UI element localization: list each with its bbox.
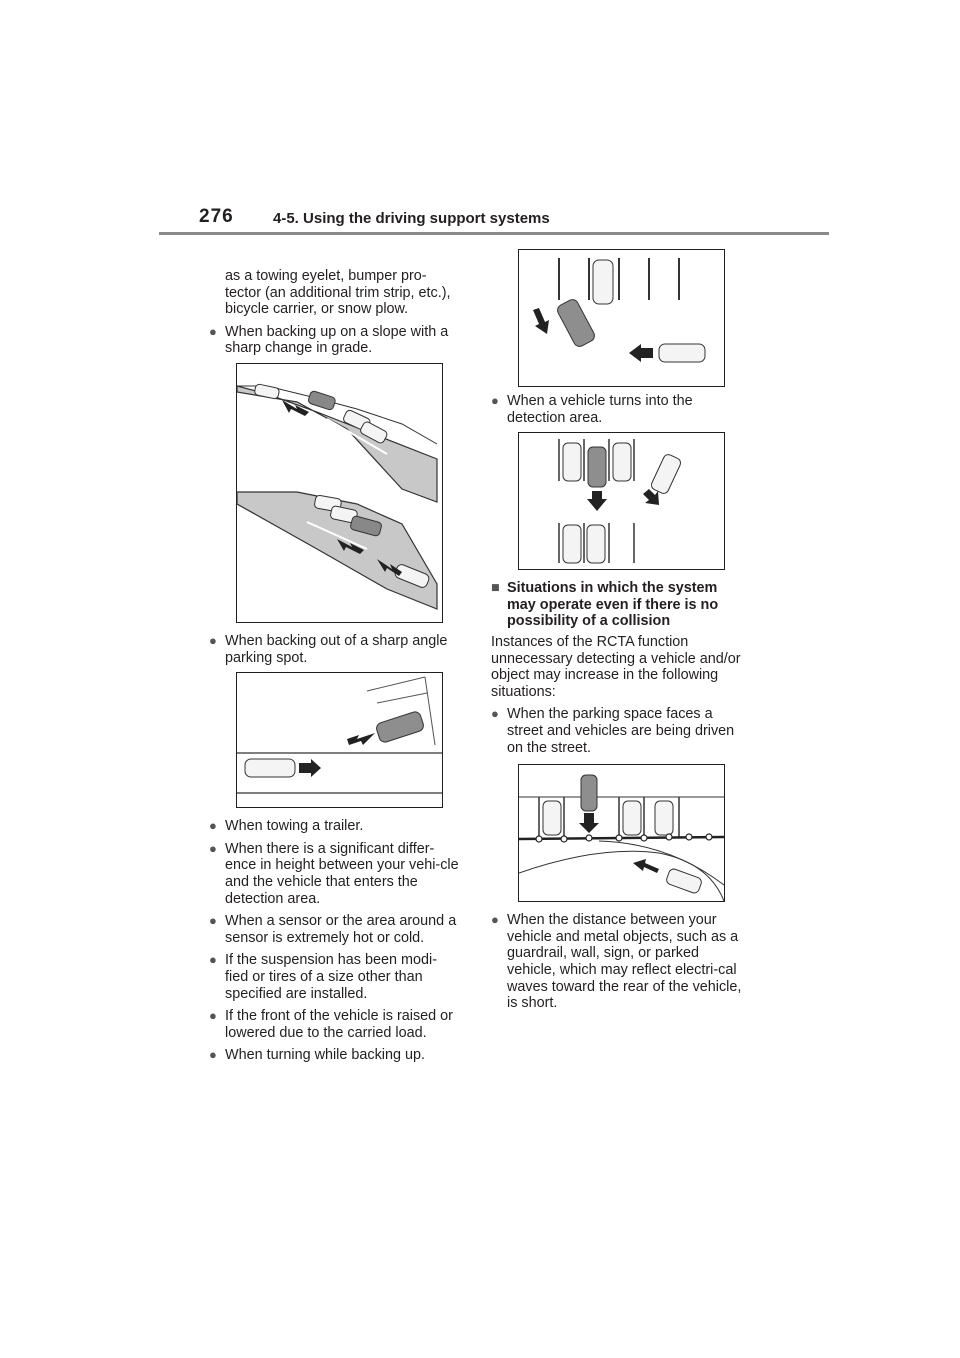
bullet-raised: [209, 1008, 459, 1041]
bullet-icon: ●: [209, 913, 217, 929]
figure-street: [518, 764, 725, 902]
bullet-icon: ●: [491, 393, 499, 408]
bullet-icon: ●: [209, 840, 217, 856]
section-title: 4-5. Using the driving support systems: [273, 210, 550, 227]
bullet-text: When a vehicle turns into the detection area.: [507, 393, 693, 426]
street-illustration: [519, 765, 724, 901]
bullet-text: When the distance between your vehicle and metal objects, such as a guardrail, wall, sign, or parked vehicle, which may reflect electri-cal waves toward the rear of the vehicle, is short.: [507, 912, 742, 1012]
angle-parking-illustration: [237, 673, 442, 807]
bullet-metal: [491, 912, 749, 1012]
bullet-text: When backing out of a sharp angle parking spot.: [225, 632, 448, 666]
bullet-suspension: [209, 952, 459, 1002]
section-heading: [491, 580, 749, 630]
bullet-text: When turning while backing up.: [225, 1047, 425, 1064]
figure-slope: [236, 363, 443, 623]
bullet-icon: ●: [209, 818, 217, 834]
bullet-text: If the suspension has been modi-fied or tires of a size other than specified are installed.: [225, 952, 437, 1002]
bullet-slope: [209, 324, 459, 357]
intro-text: Instances of the RCTA function unnecessary detecting a vehicle and/or object may increase in the following situations:: [491, 633, 741, 700]
bullet-text: When towing a trailer.: [225, 818, 364, 835]
bullet-street: [491, 706, 749, 756]
bullet-turning: [209, 1047, 459, 1064]
bullet-turns-into: [491, 393, 749, 426]
bullet-icon: ●: [209, 323, 217, 339]
bullet-text: When a sensor or the area around a sensor is extremely hot or cold.: [225, 913, 457, 946]
bullet-text: When the parking space faces a street and vehicles are being driven on the street.: [507, 706, 735, 756]
bullet-text: If the front of the vehicle is raised or lowered due to the carried load.: [225, 1008, 453, 1041]
parking-lot-illustration: [519, 250, 724, 386]
bullet-icon: ●: [209, 632, 217, 648]
bullet-icon: ●: [209, 1008, 217, 1024]
right-column: [491, 249, 749, 1018]
bullet-icon: ●: [209, 1047, 217, 1063]
continuation-text: as a towing eyelet, bumper pro-tector (an additional trim strip, etc.), bicycle carrier, or snow plow.: [225, 268, 451, 318]
figure-parking-lot: [518, 249, 725, 387]
bullet-angle-parking: [209, 633, 459, 666]
bullet-icon: ●: [491, 912, 499, 928]
header-rule: [159, 232, 829, 235]
page-number: 276: [199, 206, 234, 227]
bullet-text: When there is a significant differ-ence in height between your vehi-cle and the vehicle that enters the detection area.: [225, 840, 459, 907]
bullet-height: [209, 841, 459, 907]
heading-text: Situations in which the system may operate even if there is no possibility of a collision: [507, 580, 719, 630]
figure-turns-into: [518, 432, 725, 570]
left-column: [209, 268, 459, 1070]
bullet-text: When backing up on a slope with a sharp change in grade.: [225, 323, 449, 357]
bullet-icon: ●: [209, 952, 217, 968]
figure-angle-parking: [236, 672, 443, 808]
heading-square-icon: ■: [491, 580, 500, 597]
turns-into-illustration: [519, 433, 724, 569]
bullet-icon: ●: [491, 706, 499, 722]
bullet-sensor: [209, 913, 459, 946]
bullet-trailer: [209, 818, 459, 835]
slope-illustration: [237, 364, 442, 622]
